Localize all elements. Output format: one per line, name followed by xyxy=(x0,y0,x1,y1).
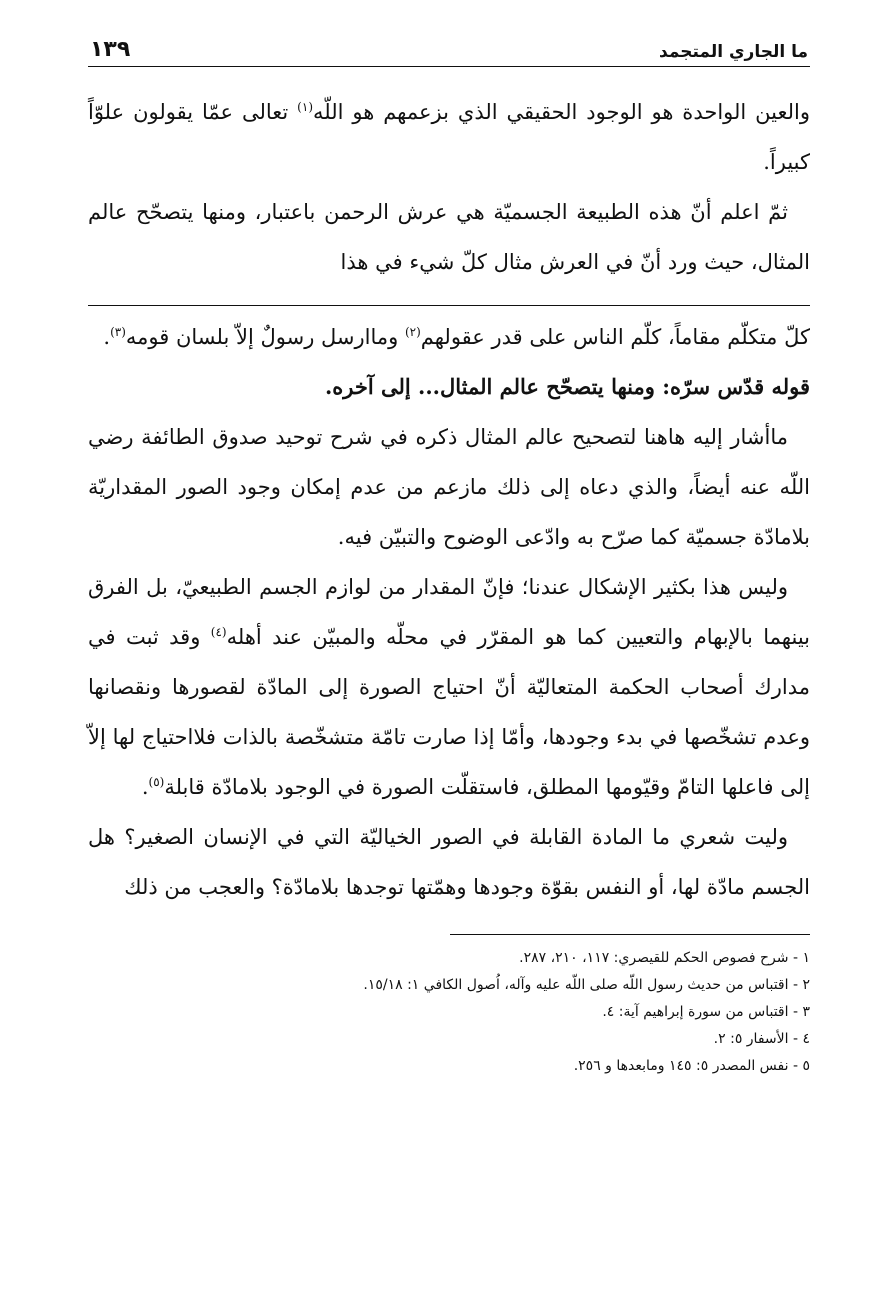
footnote-divider xyxy=(450,934,810,935)
running-header xyxy=(88,28,810,67)
section-divider xyxy=(88,305,810,306)
footnote: ٥ - نفس المصدر ٥: ١٤٥ ومابعدها و ٢٥٦. xyxy=(573,1058,810,1074)
commentary-paragraph: ماأشار إليه هاهنا لتصحيح عالم المثال ذكره في شرح توحيد صدوق الطائفة رضي اللّه عنه أيضاً، والذي دعاه إلى ذلك مازعم من عدم إمكان وجود الصور المقداريّة بلامادّة جسميّة كما صرّح به وادّعى الوضوح والتبيّن فيه. xyxy=(88,425,810,549)
footnote-ref: (١) xyxy=(297,100,313,114)
text-run: . xyxy=(141,775,149,799)
footnote: ٤ - الأسفار ٥: ٢. xyxy=(713,1031,810,1047)
main-paragraph xyxy=(88,87,810,187)
book-page xyxy=(88,28,810,1080)
main-text xyxy=(88,87,810,287)
commentary-paragraph xyxy=(88,562,810,812)
footnotes xyxy=(88,945,810,1080)
commentary-paragraph: وليت شعري ما المادة القابلة في الصور الخياليّة التي في الإنسان الصغير؟ هل الجسم مادّة لها، أو النفس بقوّة وجودها وهمّتها توجدها بلامادّة؟ والعجب من ذلك xyxy=(88,825,810,899)
footnote: ٣ - اقتباس من سورة إبراهيم آية: ٤. xyxy=(602,1004,810,1020)
footnote-ref: (٣) xyxy=(110,325,126,339)
main-paragraph: ثمّ اعلم أنّ هذه الطبيعة الجسميّة هي عرش الرحمن باعتبار، ومنها يتصحّح عالم المثال، حيث ورد أنّ في العرش مثال كلّ شيء في هذا xyxy=(88,200,810,274)
text-run: وقد ثبت في مدارك أصحاب الحكمة المتعاليّة أنّ احتياج الصورة إلى المادّة لقصورها ونقصانها وعدم تشخّصها في بدء وجودها، وأمّا إذا صارت تامّة متشخّصة بالذات فلااحتياج لها إلاّ إلى فاعلها التامّ وقيّومها المطلق، فاستقلّت الصورة في الوجود بلامادّة قابلة xyxy=(88,625,810,799)
commentary-heading: قوله قدّس سرّه: ومنها يتصحّح عالم المثال... إلى آخره. xyxy=(324,374,810,399)
text-run: والعين الواحدة هو الوجود الحقيقي الذي بزعمهم هو اللّه xyxy=(313,100,810,124)
text-run: وماارسل رسولٌ إلاّ بلسان قومه xyxy=(125,325,405,349)
text-run: كلّ متكلّم مقاماً، كلّم الناس على قدر عقولهم xyxy=(420,325,810,349)
footnote: ١ - شرح فصوص الحكم للقيصري: ١١٧، ٢١٠، ٢٨٧. xyxy=(519,950,810,966)
page-number: ١٣٩ xyxy=(90,37,131,62)
commentary-paragraph xyxy=(88,312,810,362)
footnote: ٢ - اقتباس من حديث رسول اللّه صلى اللّه عليه وآله، اُصول الكافي ١: ١٥/١٨. xyxy=(363,977,810,993)
text-run: وليس هذا بكثير الإشكال عندنا؛ فإنّ المقدار من لوازم الجسم الطبيعيّ، بل الفرق بينهما بالإبهام والتعيين كما هو المقرّر في محلّه والمبيّن عند أهله xyxy=(88,575,811,649)
text-run: تعالى عمّا يقولون علوّاً كبيراً. xyxy=(88,100,810,174)
running-title: ما الجاري المتجمد xyxy=(659,42,808,62)
commentary-text xyxy=(88,312,810,912)
footnote-ref: (٤) xyxy=(210,625,227,639)
footnote-ref: (٢) xyxy=(404,325,421,339)
footnote-ref: (٥) xyxy=(148,775,165,789)
text-run: . xyxy=(103,325,111,349)
